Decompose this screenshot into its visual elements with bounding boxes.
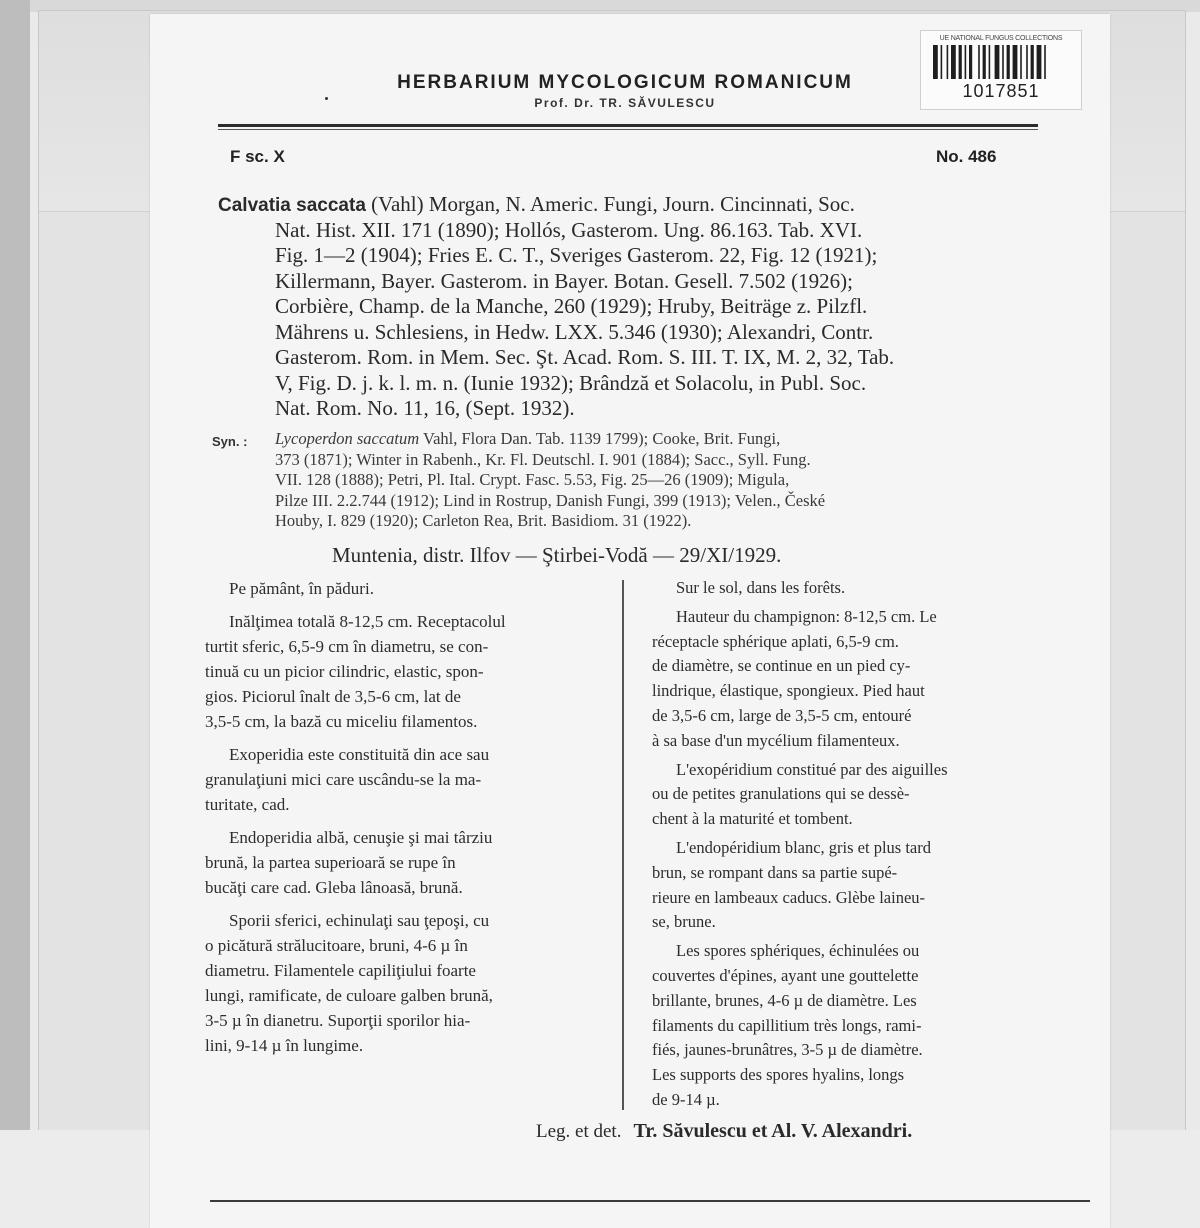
barcode-bar (959, 45, 962, 79)
collection-locality: Muntenia, distr. Ilfov — Ştirbei-Vodă — 29/XI/1929. (332, 543, 782, 567)
paragraph-gap (205, 734, 597, 742)
description-line: Sur le sol, dans les forêts. (676, 578, 846, 597)
description-line: Les spores sphériques, échinulées ou (676, 941, 920, 961)
barcode-number: 1017851 (962, 81, 1040, 101)
synonym-line: VII. 128 (1888); Petri, Pl. Ital. Crypt. Fasc. 5.53, Fig. 25—26 (1909); Migula, (275, 470, 790, 489)
synonym-line: Pilze III. 2.2.744 (1912); Lind in Rostrup, Danish Fungi, 399 (1913); Velen., České (275, 490, 826, 510)
barcode-bar (1013, 45, 1018, 79)
species-reference (218, 192, 1048, 422)
fascicle-number: F sc. X (230, 147, 285, 166)
header-rule-thin (218, 129, 1038, 130)
barcode-bar (947, 45, 949, 79)
description-line: L'endopéridium blanc, gris et plus tard (676, 837, 931, 857)
description-line: à sa base d'un mycélium filamenteux. (652, 730, 900, 750)
collector-credit (536, 1120, 912, 1143)
paragraph-gap (205, 817, 597, 825)
synonym-name: Lycoperdon saccatum (275, 429, 420, 448)
description-line: rieure en lambeaux caducs. Glèbe laineu- (652, 887, 926, 907)
barcode-bar (1044, 45, 1046, 79)
description-line: o picătură strălucitoare, bruni, 4-6 µ în (205, 936, 468, 955)
description-line: ou de petites granulations qui se dessè- (652, 784, 910, 804)
description-line: brună, la partea superioară se rupe în (205, 853, 456, 872)
barcode-bar (1026, 45, 1028, 79)
description-line: Sporii sferici, echinulaţi sau ţepoşi, cu (229, 911, 490, 930)
description-line: gios. Piciorul înalt de 3,5-6 cm, lat de (205, 687, 461, 706)
description-line: lungi, ramificate, de culoare galben brună, (205, 986, 493, 1005)
description-line: lindrique, élastique, spongieux. Pied haut (652, 681, 925, 701)
column-divider (622, 580, 624, 1110)
label-bottom-rule (210, 1200, 1090, 1202)
exsiccata-number: No. 486 (936, 147, 997, 166)
description-line: Inălţimea totală 8-12,5 cm. Receptacolul (229, 612, 506, 631)
description-line: filaments du capillitium très longs, rami- (652, 1015, 922, 1035)
reference-line: Fig. 1—2 (1904); Fries E. C. T., Sveriges Gasterom. 22, Fig. 12 (1921); (275, 243, 878, 267)
reference-line (218, 192, 1048, 218)
barcode-bar (1031, 45, 1034, 79)
barcode-bar (978, 45, 980, 79)
barcode-caption: UE NATIONAL FUNGUS COLLECTIONS (939, 35, 1063, 42)
barcode-bar (965, 45, 967, 79)
reference-line: Mährens u. Schlesiens, in Hedw. LXX. 5.346 (1930); Alexandri, Contr. (275, 319, 874, 344)
barcode-bar (1007, 45, 1010, 79)
description-line: lini, 9-14 µ în lungime. (205, 1036, 364, 1055)
description-line: 3-5 µ în dianetru. Suporţii sporilor hia- (205, 1011, 471, 1030)
barcode-bar (941, 45, 943, 79)
reference-text: (Vahl) Morgan, N. Americ. Fungi, Journ. Cincinnati, Soc. (365, 192, 855, 216)
french-description (652, 576, 1044, 1113)
barcode-bar (989, 45, 991, 79)
description-line: couvertes d'épines, ayant une gouttelette (652, 965, 919, 985)
description-line: de 9-14 µ. (652, 1089, 720, 1109)
description-line: brun, se rompant dans sa partie supé- (652, 862, 898, 882)
synonyms-block (275, 429, 1045, 532)
sheet-edge (0, 0, 30, 1228)
description-line: Exoperidia este constituită din ace sau (229, 745, 490, 764)
herbarium-subtitle: Prof. Dr. TR. SĂVULESCU (534, 96, 716, 110)
description-line: Hauteur du champignon: 8-12,5 cm. Le (676, 606, 937, 626)
description-line: de diamètre, se continue en un pied cy- (652, 656, 911, 676)
paragraph-gap (205, 900, 597, 908)
synonym-text: Vahl, Flora Dan. Tab. 1139 1799); Cooke, Brit. Fungi, (419, 429, 781, 448)
species-name: Calvatia saccata (218, 195, 366, 216)
description-line: diametru. Filamentele capiliţiului foarte (205, 961, 476, 980)
description-line: se, brune. (652, 912, 716, 932)
synonyms-label: Syn. : (212, 434, 248, 449)
barcode-bar (983, 45, 986, 79)
description-line: Endoperidia albă, cenuşie şi mai târziu (229, 828, 493, 847)
description-line: turtit sferic, 6,5-9 cm în diametru, se con- (205, 637, 489, 656)
collector-names: Tr. Săvulescu et Al. V. Alexandri. (633, 1120, 913, 1142)
synonym-line (275, 429, 1045, 450)
barcode-icon (933, 45, 1069, 79)
barcode-bar (1002, 45, 1004, 79)
print-dot (325, 97, 328, 100)
romanian-description (205, 576, 597, 1058)
description-line: Pe pământ, în păduri. (229, 579, 374, 598)
description-line: fiés, jaunes-brunâtres, 3-5 µ de diamètre. (652, 1040, 923, 1060)
description-line: turitate, cad. (205, 795, 290, 814)
barcode-bar (951, 45, 956, 79)
barcode-bar (1020, 45, 1022, 79)
description-line: tinuă cu un picior cilindric, elastic, spon- (205, 662, 484, 681)
reference-line: Corbière, Champ. de la Manche, 260 (1929); Hruby, Beiträge z. Pilzfl. (275, 294, 868, 318)
description-line: de 3,5-6 cm, large de 3,5-5 cm, entouré (652, 705, 912, 725)
barcode-bar (995, 45, 1000, 79)
credit-label: Leg. et det. (536, 1121, 622, 1142)
description-line: brillante, brunes, 4-6 µ de diamètre. Les (652, 990, 917, 1010)
description-line: réceptacle sphérique aplati, 6,5-9 cm. (652, 631, 899, 651)
reference-line: Nat. Hist. XII. 171 (1890); Hollós, Gasterom. Ung. 86.163. Tab. XVI. (275, 217, 863, 242)
herbarium-title: HERBARIUM MYCOLOGICUM ROMANICUM (397, 72, 853, 93)
description-line: 3,5-5 cm, la bază cu miceliu filamentos. (205, 712, 478, 731)
description-line: Les supports des spores hyalins, longs (652, 1065, 905, 1085)
synonym-line: Houby, I. 829 (1920); Carleton Rea, Brit. Basidiom. 31 (1922). (275, 511, 692, 530)
description-line: L'exopéridium constitué par des aiguilles (676, 759, 948, 779)
paragraph-gap (205, 601, 597, 609)
description-line: chent à la maturité et tombent. (652, 809, 853, 829)
description-line: granulaţiuni mici care uscându-se la ma- (205, 770, 482, 789)
barcode-bar (969, 45, 972, 79)
barcode-label (920, 30, 1082, 110)
reference-line: V, Fig. D. j. k. l. m. n. (Iunie 1932); Brândză et Solacolu, in Publ. Soc. (275, 370, 867, 395)
reference-line: Killermann, Bayer. Gasterom. in Bayer. Botan. Gesell. 7.502 (1926); (275, 268, 853, 293)
reference-line: Gasterom. Rom. in Mem. Sec. Şt. Acad. Rom. S. III. T. IX, M. 2, 32, Tab. (275, 345, 895, 369)
barcode-bar (933, 45, 938, 79)
header-rule (218, 124, 1038, 127)
reference-line: Nat. Rom. No. 11, 16, (Sept. 1932). (275, 396, 575, 420)
barcode-bar (1037, 45, 1042, 79)
description-line: bucăţi care cad. Gleba lânoasă, brună. (205, 878, 463, 897)
synonym-line: 373 (1871); Winter in Rabenh., Kr. Fl. Deutschl. I. 901 (1884); Sacc., Syll. Fung. (275, 449, 811, 469)
